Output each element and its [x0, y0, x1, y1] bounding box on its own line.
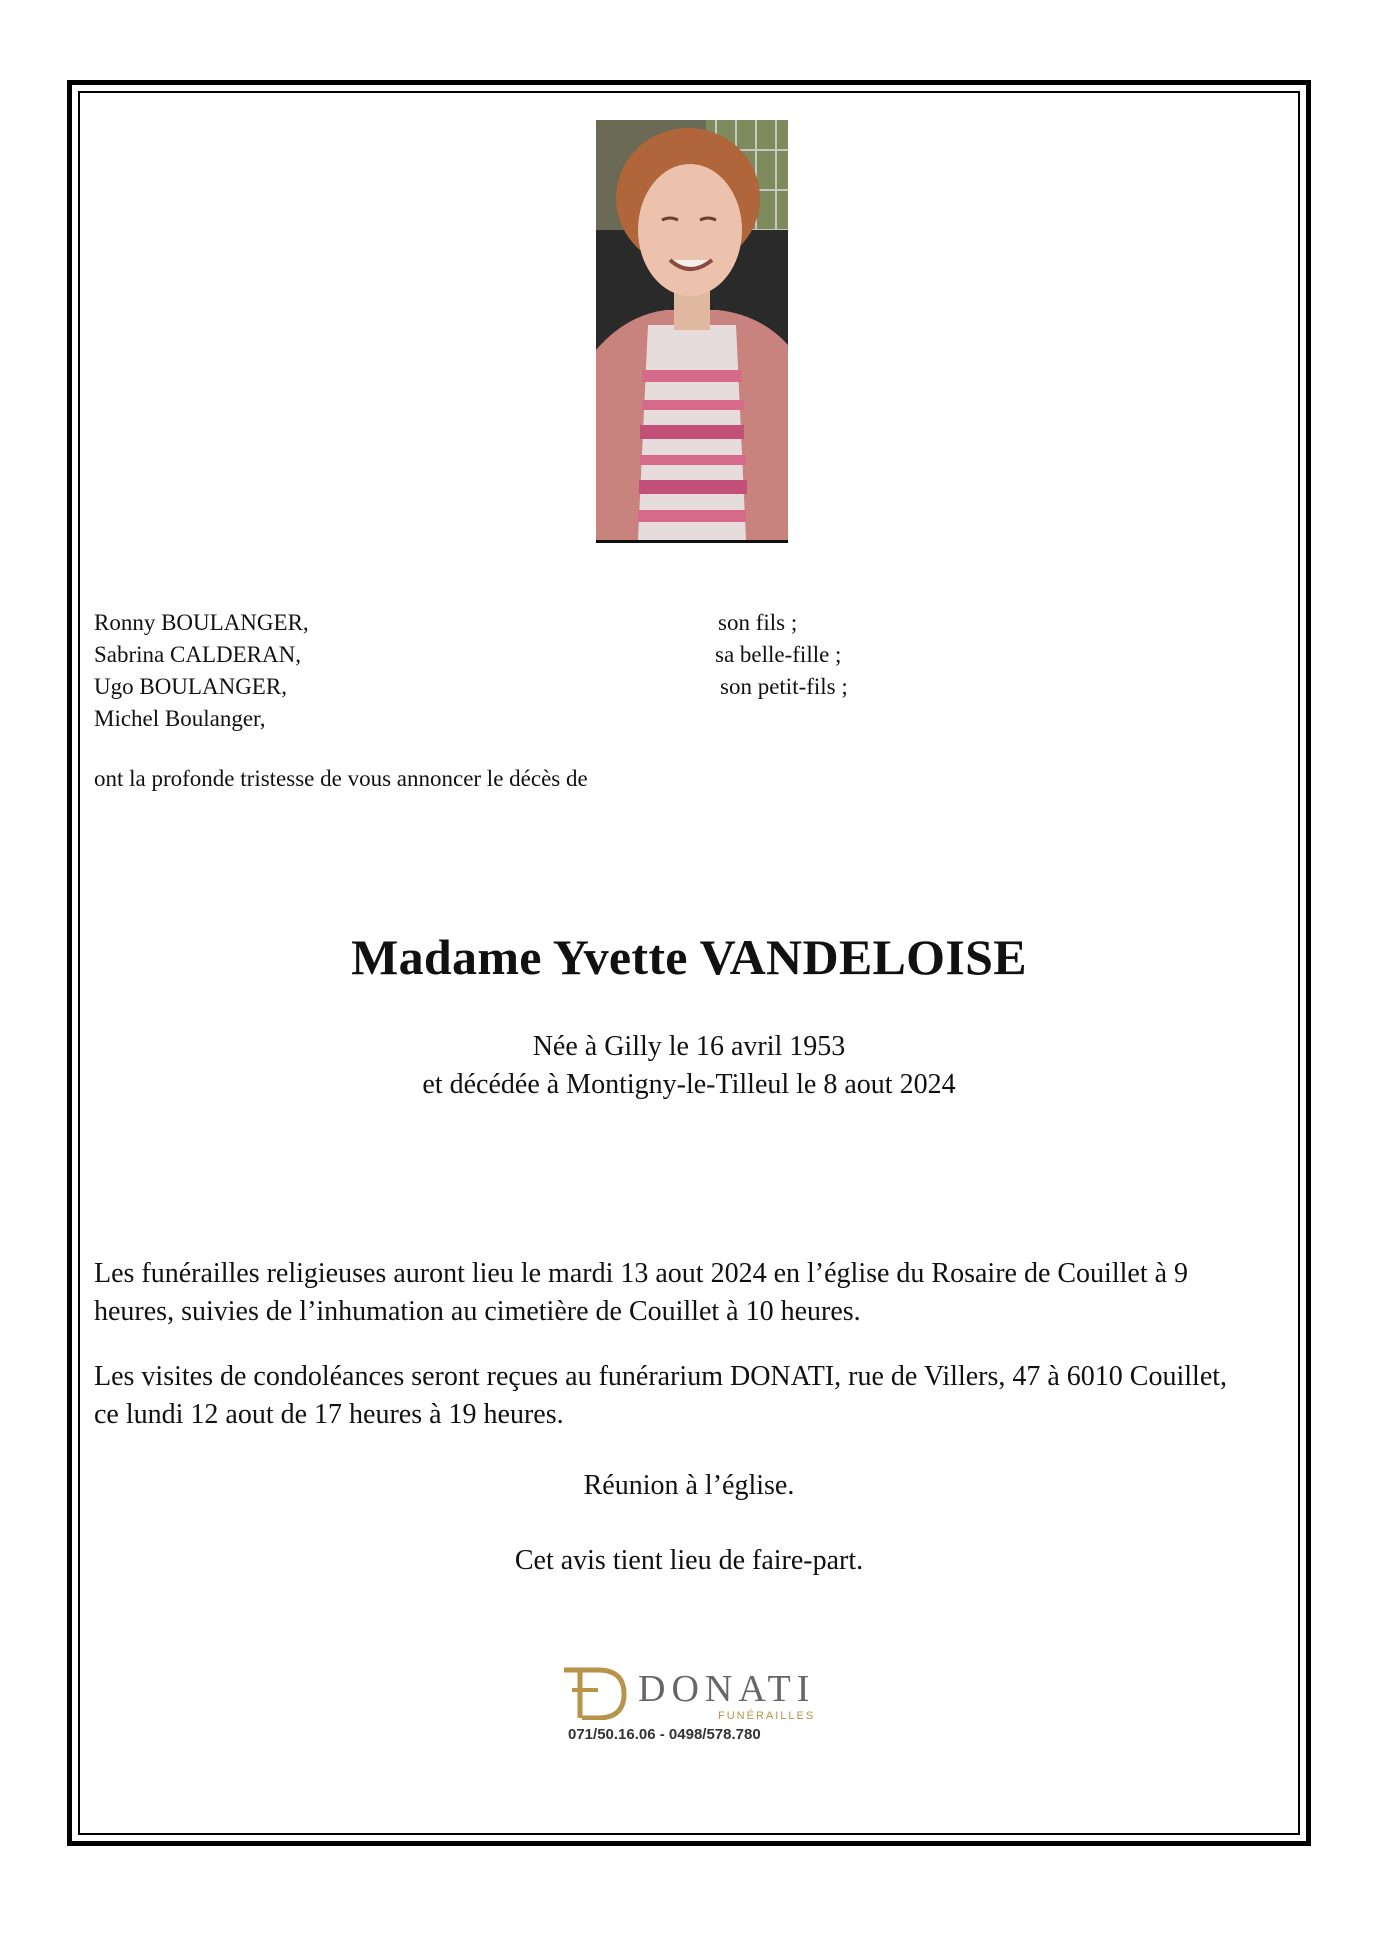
death-line: et décédée à Montigny-le-Tilleul le 8 aout 2024 [422, 1069, 956, 1100]
family-member-relation: sa belle-fille ; [715, 642, 842, 667]
logo-name: DONATI [638, 1668, 816, 1710]
funeral-paragraph: Les funérailles religieuses auront lieu le mardi 13 aout 2024 en l’église du Rosaire de Couillet à 9 heures, suivies de l’inhumation au cimetière de Couillet à 10 heures. [94, 1258, 1189, 1327]
family-member-name: Ronny BOULANGER, [94, 610, 309, 635]
avis-line: Cet avis tient lieu de faire-part. [514, 1545, 864, 1576]
birth-line: Née à Gilly le 16 avril 1953 [532, 1031, 846, 1062]
family-member-name: Michel Boulanger, [94, 706, 266, 731]
logo-phone: 071/50.16.06 - 0498/578.780 [568, 1726, 761, 1743]
logo-subtitle: FUNÉRAILLES [718, 1710, 816, 1722]
condolences-paragraph: Les visites de condoléances seront reçues au funérarium DONATI, rue de Villers, 47 à 6010 Couillet, ce lundi 12 aout de 17 heures à 19 heures. [94, 1361, 1228, 1430]
family-member [94, 703, 994, 735]
family-list [94, 607, 994, 735]
family-member-name: Sabrina CALDERAN, [94, 642, 301, 667]
deceased-name: Madame Yvette VANDELOISE [351, 929, 1027, 985]
family-member-name: Ugo BOULANGER, [94, 674, 287, 699]
family-member [94, 671, 994, 703]
reunion-line: Réunion à l’église. [583, 1470, 795, 1501]
life-dates [0, 1028, 1378, 1104]
portrait-photo [596, 120, 788, 543]
family-member-relation: son petit-fils ; [720, 674, 848, 699]
donati-monogram-icon [558, 1664, 630, 1720]
family-member-relation: son fils ; [718, 610, 798, 635]
family-member [94, 639, 994, 671]
donati-logo [558, 1664, 818, 1744]
family-member [94, 607, 994, 639]
announcement-text: ont la profonde tristesse de vous annoncer le décès de [94, 766, 588, 791]
